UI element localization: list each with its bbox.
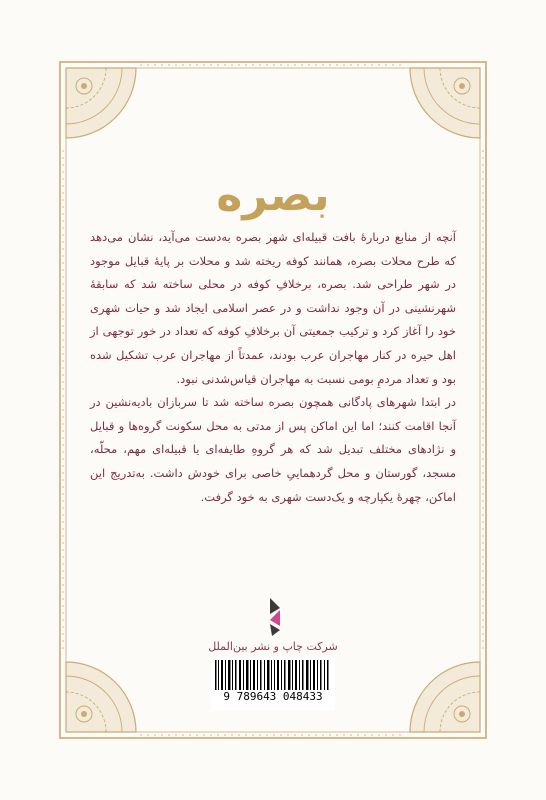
corner-ornament-icon xyxy=(66,68,136,138)
corner-ornament-icon xyxy=(66,662,136,732)
blurb-text xyxy=(90,226,456,509)
barcode-number: 9 789643 048433 xyxy=(211,690,335,703)
corner-ornament-icon xyxy=(410,662,480,732)
publisher-name: شرکت چاپ و نشر بین‌الملل xyxy=(208,640,338,653)
publisher-logo-icon xyxy=(268,598,282,636)
blurb-paragraph: آنچه از منابع دربارهٔ بافت قبیله‌ای شهر بصره به‌دست می‌آید، نشان می‌دهد که طرح محلات بصره، همانند کوفه ریخته شد و محلات بر پایهٔ قبایل موجود در شهر طراحی شد. بصره، برخلافِ کوفه در محلی ساخته شد که سابقهٔ شهرنشینی در آن وجود نداشت و در عصر اسلامی ایجاد شد و حیات شهری خود را آغاز کرد و ترکیب جمعیتی آن برخلافِ کوفه که تعداد در خور توجهی از اهل حیره در کنار مهاجران عرب بودند، عمدتاً از مهاجران عرب تشکیل شده بود و تعداد مردمِ بومی نسبت به مهاجران قیاس‌شدنی نبود. xyxy=(90,230,456,386)
blurb-paragraph: در ابتدا شهرهای پادگانی همچون بصره ساخته شد تا سربازان بادیه‌نشین در آنجا اقامت کنند؛ اما این اماکن پس از مدتی به محل سکونت گروه‌ها و قبایل و نژادهای مختلف تبدیل شد که هر گروهِ طایفه‌ای یا قبیله‌ای مهم، محلّه، مسجد، گورستان و محل گردهماییِ خاصی برای خودش داشت. به‌تدریج این اماکن، چهرهٔ یکپارچه و یک‌دست شهری به خود گرفت. xyxy=(90,395,456,504)
corner-ornament-icon xyxy=(410,68,480,138)
book-title: بصره xyxy=(216,170,330,221)
